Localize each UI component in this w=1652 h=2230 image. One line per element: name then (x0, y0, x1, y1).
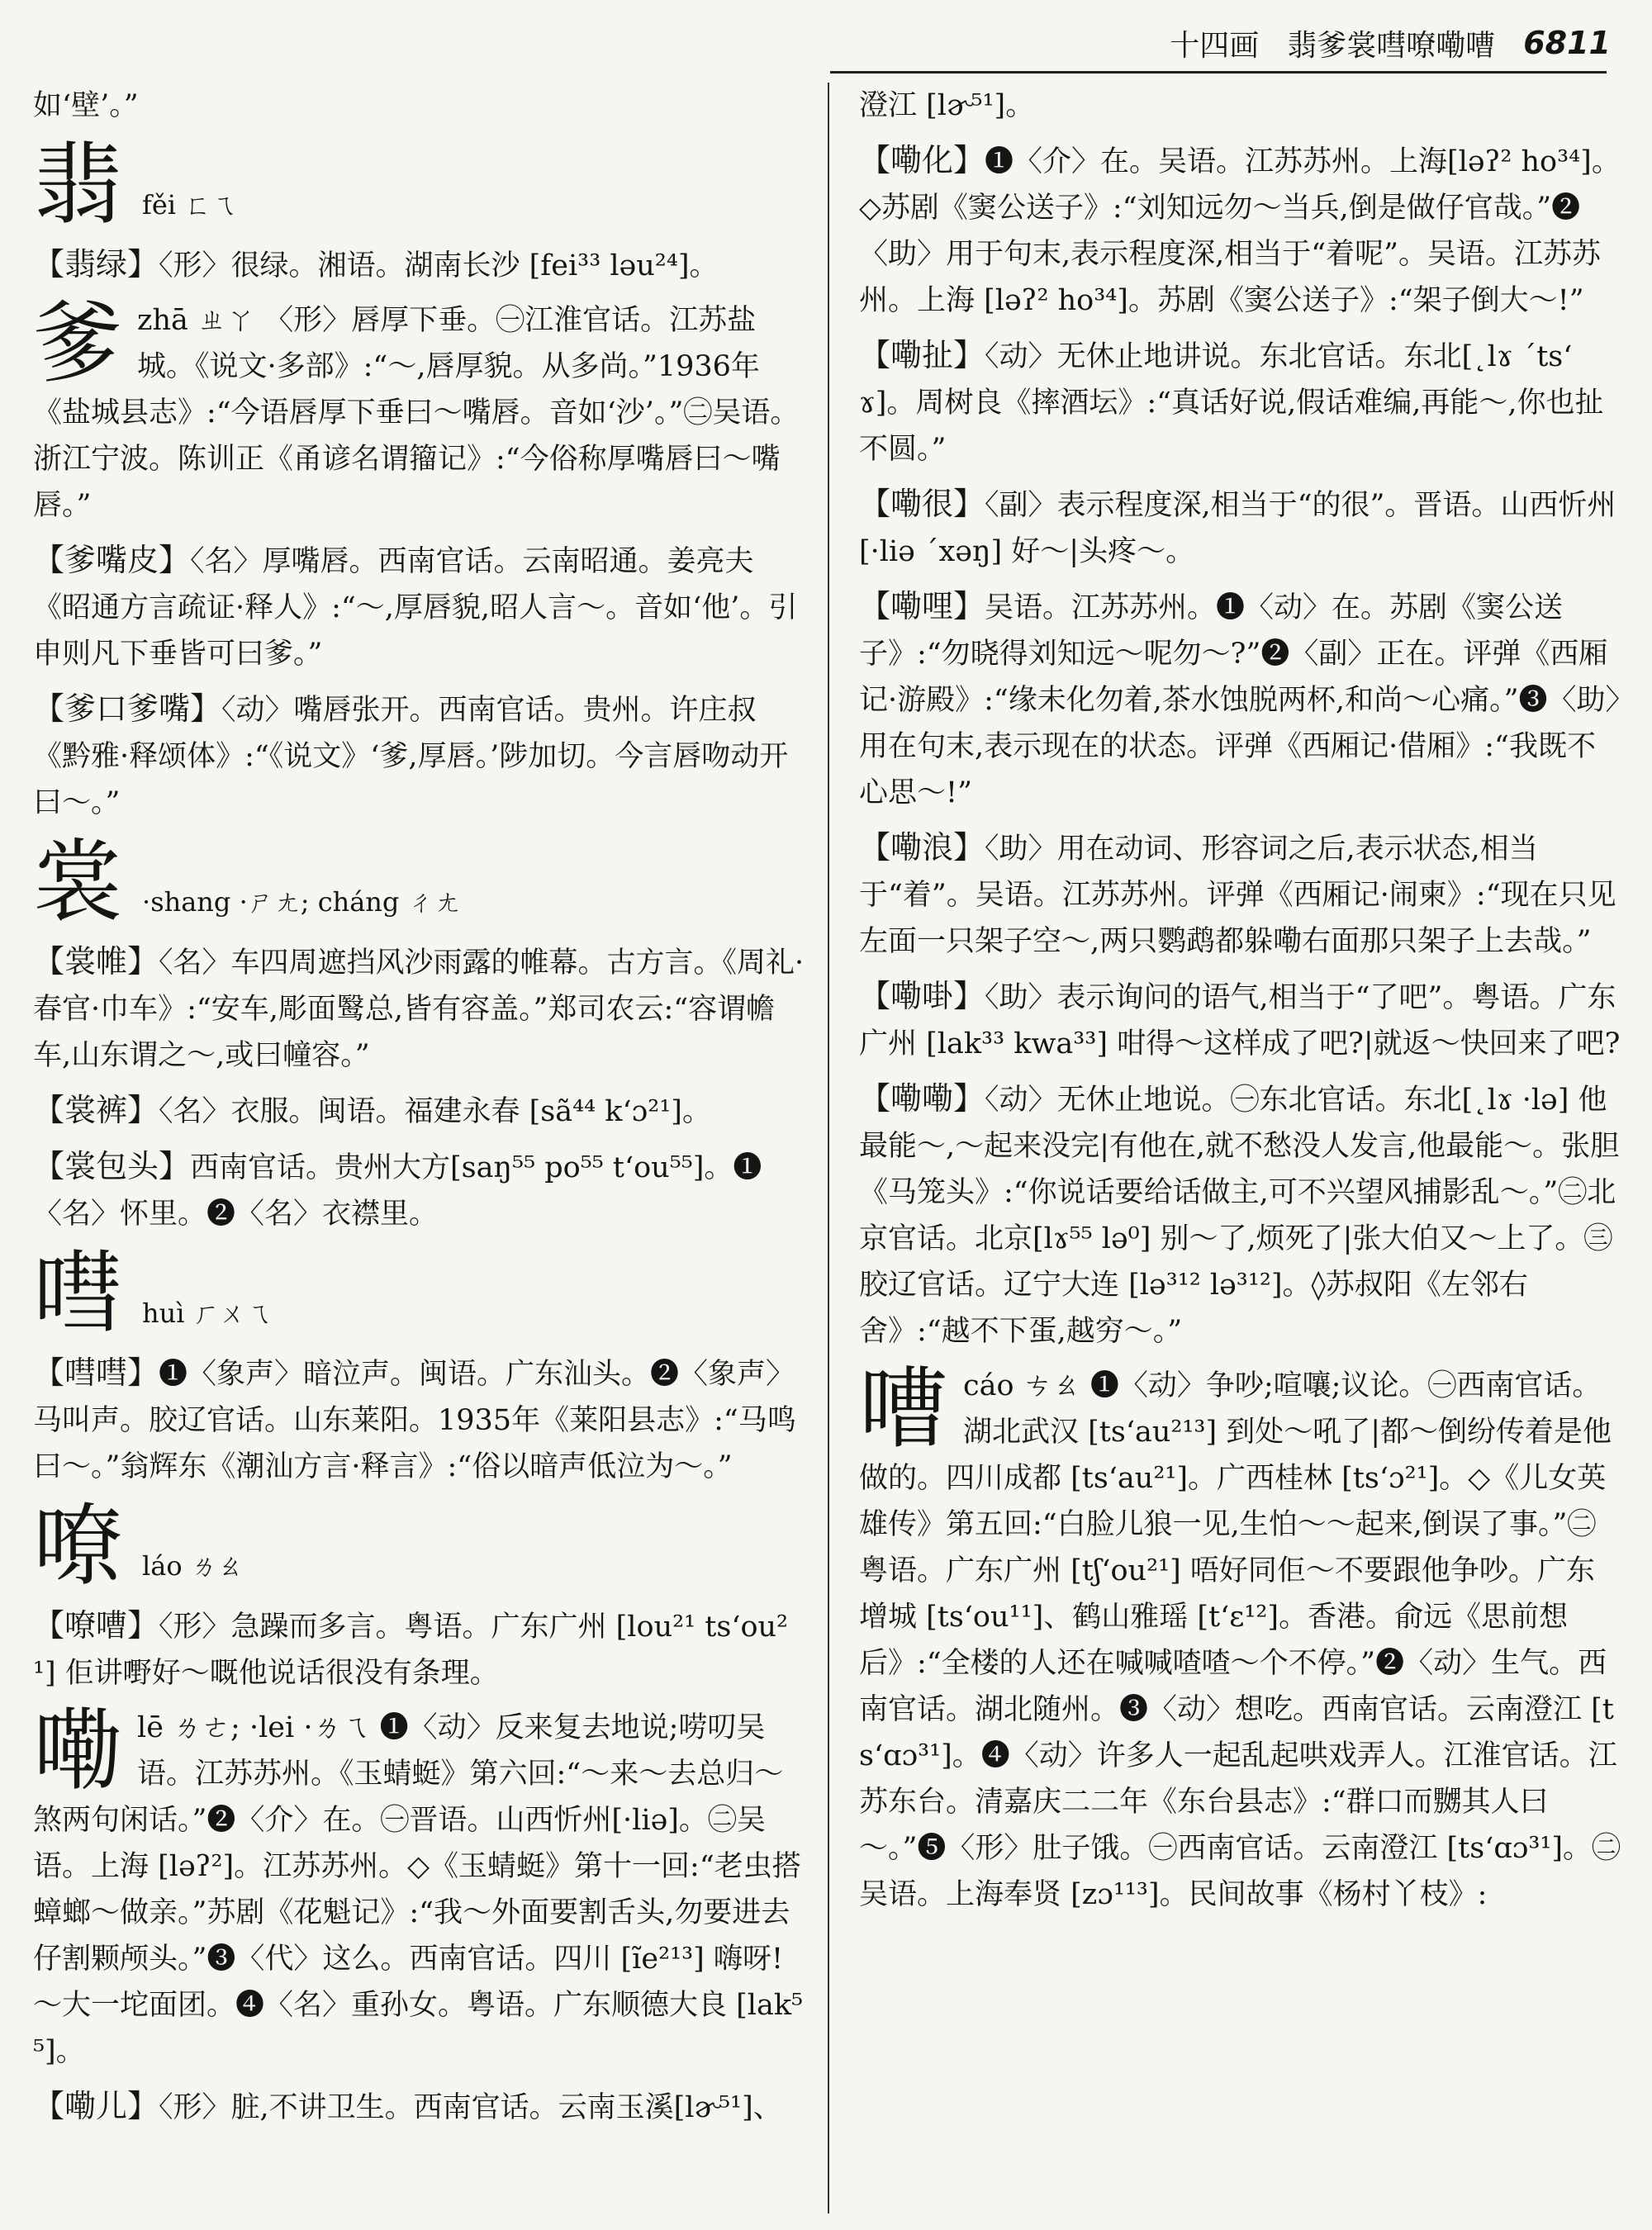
headword-reading: huì ㄏㄨㄟ (142, 1298, 273, 1329)
entry-label: 【嘞扯】 (859, 337, 985, 373)
entry-leer (33, 2083, 809, 2131)
headword-reading: lē ㄌㄜ; ·lei ·ㄌㄟ (137, 1711, 371, 1744)
entry-text: 〈助〉表示询问的语气,相当于“了吧”。粤语。广东广州 [lak³³ kwa³³] 咁得～这样成了吧?|就返～快回来了吧? (859, 981, 1621, 1060)
entry-label: 【翡绿】 (33, 246, 159, 282)
headword-liao (33, 1495, 809, 1598)
header-chars: 翡爹裳嘒嘹嘞嘈 (1287, 28, 1496, 63)
entry-leli (859, 583, 1623, 816)
headword-char: 嘞 (33, 1700, 123, 1803)
headword-char: 嘈 (859, 1358, 949, 1461)
entry-label: 【嘞很】 (859, 486, 985, 522)
headword-reading: zhā ㄓㄚ (137, 304, 255, 337)
entry-zhazuipi (33, 537, 809, 677)
entry-text: 〈动〉嘴唇张开。西南官话。贵州。许庄叔《黔雅·释颂体》:“《说文》‘爹,厚唇。’陟加切。今言唇吻动开曰～。” (33, 694, 789, 819)
headword-hui (33, 1242, 809, 1345)
headword-reading: cáo ㄘㄠ (963, 1369, 1081, 1402)
header-rule (830, 71, 1607, 74)
entry-shangwei (33, 938, 809, 1079)
entry-text: ❶〈介〉在。吴语。江苏苏州。上海[ləʔ² ho³⁴]。◇苏剧《窦公送子》:“刘知远勿～当兵,倒是做仔官哉。”❷〈助〉用于句末,表示程度深,相当于“着呢”。吴语。江苏苏州。上海 [ləʔ² ho³⁴]。苏剧《窦公送子》:“架子倒大～!” (859, 145, 1621, 317)
headword-le (33, 1700, 809, 2075)
entry-label: 【裳包头】 (33, 1148, 191, 1184)
entry-liaocao (33, 1602, 809, 1696)
headword-char: 裳 (33, 831, 123, 934)
entry-label: 【爹口爹嘴】 (33, 690, 222, 727)
entry-text: 〈形〉很绿。湘语。湖南长沙 [fei³³ ləu²⁴]。 (159, 249, 719, 282)
entry-text: 〈名〉车四周遮挡风沙雨露的帷幕。古方言。《周礼·春官·巾车》:“安车,彫面鹥总,皆有容盖。”郑司农云:“容谓幨车,山东谓之～,或曰幢容。” (33, 947, 805, 1072)
entry-lehen (859, 481, 1623, 575)
entry-lele (859, 1075, 1623, 1355)
header-section: 十四画 (1170, 28, 1260, 63)
headword-char: 翡 (33, 134, 123, 237)
column-divider (828, 83, 829, 2213)
headword-char: 嘒 (33, 1242, 123, 1345)
entry-feilv (33, 241, 809, 289)
continuation-text: 澄江 [lɚ⁵¹]。 (859, 89, 1035, 122)
entry-text: ❶〈动〉反来复去地说;唠叨吴语。江苏苏州。《玉蜻蜓》第六回:“～来～去总归～煞两句闲话。”❷〈介〉在。㊀晋语。山西忻州[·liə]。㊁吴语。上海 [ləʔ²]。江苏苏州。◇《玉蜻蜓》第十一回:“老虫搭蟑螂～做亲。”苏剧《花魁记》:“我～外面要割舌头,勿要进去仔割颗颅头。”❸〈代〉这么。西南官话。四川 [ĩe²¹³] 嗨呀!～大一坨面团。❹〈名〉重孙女。粤语。广东顺德大良 [lak⁵⁵]。 (33, 1711, 804, 2068)
entry-text: 〈形〉脏,不讲卫生。西南官话。云南玉溪[lɚ⁵¹]、 (159, 2091, 782, 2124)
entry-label: 【嘞化】 (859, 142, 985, 178)
headword-char: 爹 (33, 292, 123, 396)
left-column (33, 83, 809, 2139)
entry-text: 西南官话。贵州大方[saŋ⁵⁵ po⁵⁵ tʻou⁵⁵]。❶〈名〉怀里。❷〈名〉衣襟里。 (33, 1151, 762, 1231)
headword-reading: láo ㄌㄠ (142, 1550, 244, 1582)
entry-lehua (859, 137, 1623, 324)
entry-text: 吴语。江苏苏州。❶〈动〉在。苏剧《窦公送子》:“勿晓得刘知远～呢勿～?”❷〈副〉正在。评弹《西厢记·游殿》:“缘未化勿着,茶水蚀脱两杯,和尚～心痛。”❸〈助〉用在句末,表示现在的状态。评弹《西厢记·借厢》:“我既不心思～!” (859, 591, 1620, 809)
headword-reading: fěi ㄈㄟ (142, 189, 238, 221)
entry-label: 【嘞儿】 (33, 2088, 159, 2124)
entry-leche (859, 332, 1623, 472)
page-number: 6811 (1523, 25, 1611, 61)
entry-label: 【嘞浪】 (859, 829, 985, 866)
headword-reading: ·shang ·ㄕㄤ; cháng ㄔㄤ (142, 886, 461, 918)
entry-huihui (33, 1350, 809, 1490)
entry-text: 〈形〉急躁而多言。粤语。广东广州 [lou²¹ tsʻou²¹] 佢讲嘢好～嘅他说话很没有条理。 (33, 1611, 789, 1690)
page-header (1082, 20, 1611, 66)
headword-fei (33, 134, 809, 237)
entry-label: 【嘞嘞】 (859, 1080, 985, 1117)
entry-label: 【爹嘴皮】 (33, 542, 191, 578)
entry-text: 〈名〉厚嘴唇。西南官话。云南昭通。姜亮夫《昭通方言疏证·释人》:“～,厚唇貌,昭人言～。音如‘他’。引申则凡下垂皆可曰爹。” (33, 545, 798, 671)
entry-label: 【嘞啩】 (859, 978, 985, 1014)
headword-cao (859, 1358, 1623, 1918)
entry-label: 【裳裤】 (33, 1092, 159, 1128)
entry-label: 【裳帷】 (33, 943, 159, 980)
entry-text: ❶〈动〉争吵;喧嚷;议论。㊀西南官话。湖北武汉 [tsʻau²¹³] 到处～吼了|都～倒纷传着是他做的。四川成都 [tsʻau²¹]。广西桂林 [tsʻɔ²¹]。◇《儿女英雄传》第五回:“白脸儿狼一见,生怕～～起来,倒误了事。”㊁粤语。广东广州 [tʃʻou²¹] 唔好同佢～不要跟他争吵。广东增城 [tsʻou¹¹]、鹤山雅瑶 [tʻɛ¹²]。香港。俞远《思前想后》:“全楼的人还在喊喊喳喳～个不停。”❷〈动〉生气。西南官话。湖北随州。❸〈动〉想吃。西南官话。云南澄江 [tsʻɑɔ³¹]。❹〈动〉许多人一起乱起哄戏弄人。江淮官话。江苏东台。清嘉庆二二年《东台县志》:“群口而嬲其人曰～。”❺〈形〉肚子饿。㊀西南官话。云南澄江 [tsʻɑɔ³¹]。㊁吴语。上海奉贤 [zɔ¹¹³]。民间故事《杨村丫枝》: (859, 1369, 1621, 1911)
entry-text: 〈形〉唇厚下垂。㊀江淮官话。江苏盐城。《说文·多部》:“～,唇厚貌。从多尚。”1936年《盐城县志》:“今语唇厚下垂曰～嘴唇。音如‘沙’。”㊁吴语。浙江宁波。陈训正《甬谚名谓籀记》:“今俗称厚嘴唇曰～嘴唇。” (33, 304, 800, 522)
continuation-text: 如‘壁’。” (33, 89, 139, 122)
entry-text: 〈动〉无休止地说。㊀东北官话。东北[˛lɤ ·lə] 他最能～,～起来没完|有他在,就不愁没人发言,他最能～。张胆《马笼头》:“你说话要给话做主,可不兴望风捕影乱～。”㊁北京官话。北京[lɤ⁵⁵ lə⁰] 别～了,烦死了|张大伯又～上了。㊂胶辽官话。辽宁大连 [lə³¹² lə³¹²]。◊苏叔阳《左邻右舍》:“越不下蛋,越穷～。” (859, 1084, 1620, 1348)
headword-char: 嘹 (33, 1495, 123, 1598)
entry-shangku (33, 1087, 809, 1135)
entry-label: 【嘒嘒】 (33, 1355, 159, 1391)
entry-text: 〈助〉用在动词、形容词之后,表示状态,相当于“着”。吴语。江苏苏州。评弹《西厢记·闹柬》:“现在只见左面一只架子空～,两只鹦鹉都躲嘞右面那只架子上去哉。” (859, 833, 1616, 958)
entry-text: 〈动〉无休止地讲说。东北官话。东北[˛lɤ ˊtsʻɤ]。周树良《摔酒坛》:“真话好说,假话难编,再能～,你也扯不圆。” (859, 340, 1604, 466)
entry-lelang (859, 824, 1623, 965)
entry-label: 【嘹嘈】 (33, 1607, 159, 1644)
entry-shangbaotou (33, 1143, 809, 1237)
entry-text: ❶〈象声〉暗泣声。闽语。广东汕头。❷〈象声〉马叫声。胶辽官话。山东莱阳。1935年《莱阳县志》:“马鸣曰～。”翁辉东《潮汕方言·释言》:“俗以暗声低泣为～。” (33, 1358, 796, 1483)
entry-text: 〈名〉衣服。闽语。福建永春 [sã⁴⁴ kʻɔ²¹]。 (159, 1095, 711, 1128)
right-column (859, 83, 1623, 1926)
entry-legua (859, 973, 1623, 1067)
headword-shang (33, 831, 809, 934)
entry-label: 【嘞哩】 (859, 588, 985, 624)
entry-text: 〈副〉表示程度深,相当于“的很”。晋语。山西忻州 [·liə ˊxəŋ] 好～|头疼～。 (859, 489, 1616, 568)
headword-zha (33, 292, 809, 529)
entry-zhakou (33, 686, 809, 826)
